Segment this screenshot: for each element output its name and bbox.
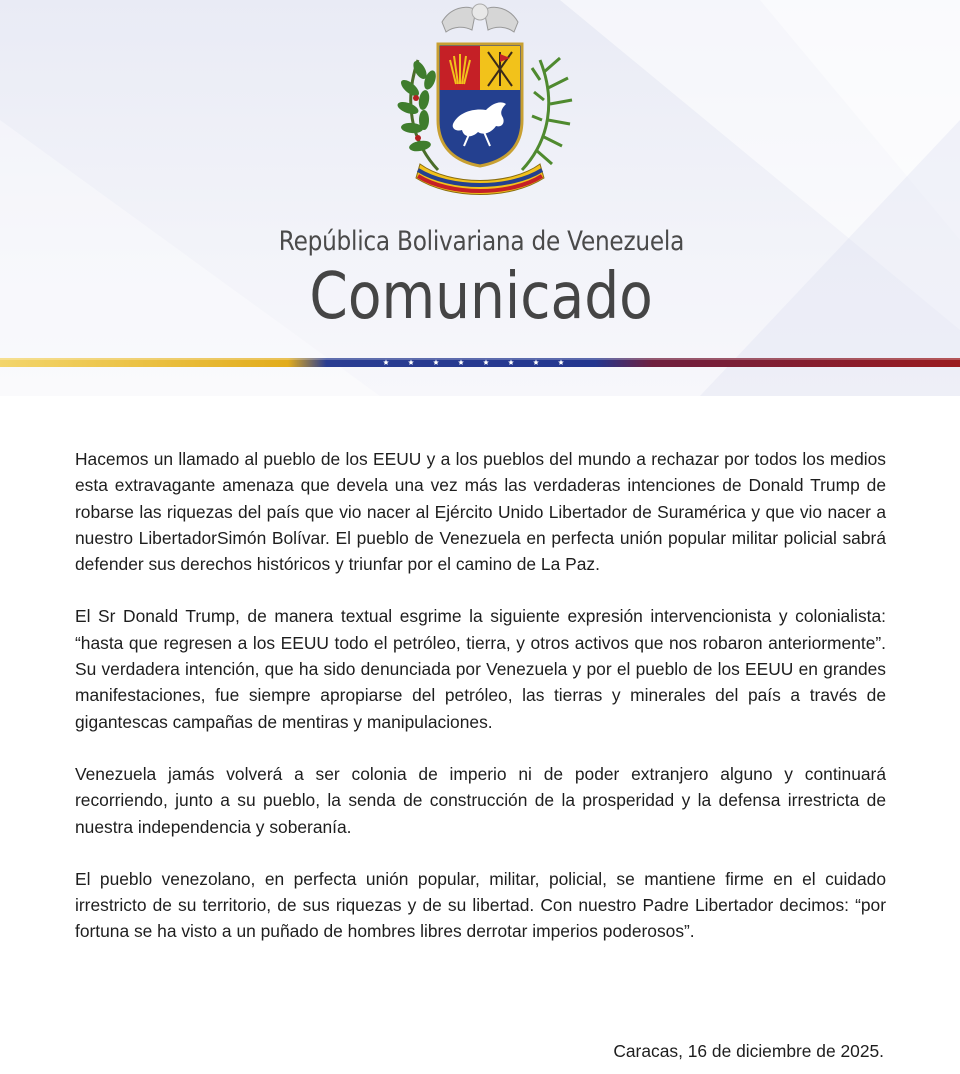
document-type-title: Comunicado xyxy=(309,260,653,334)
communique-body xyxy=(75,446,886,971)
header-banner xyxy=(0,0,960,396)
paragraph-4: El pueblo venezolano, en perfecta unión popular, militar, policial, se mantiene firme en el cuidado irrestricto de su territorio, de sus riquezas y de su libertad. Con nuestro Padre Libertador decimos: “por fortuna se ha visto a un puñado de hombres libres derrotar imperios poderosos”. xyxy=(75,868,886,942)
paragraph-2: El Sr Donald Trump, de manera textual esgrime la siguiente expresión intervencionista y colonialista: “hasta que regresen a los EEUU todo el petróleo, tierra, y otros activos que nos robaron anteriormente”. Su verdadera intención, que ha sido denunciada por Venezuela y por el pueblo de los EEUU en grandes manifestaciones, fue siempre apropiarse del petróleo, las tierras y minerales del país a través de gigantescas campañas de mentiras y manipulaciones. xyxy=(75,606,886,732)
paragraph-3: Venezuela jamás volverá a ser colonia de imperio ni de poder extranjero alguno y continuará recorriendo, junto a su pueblo, la senda de construcción de la prosperidad y la defensa irrestricta de nuestra independencia y soberanía. xyxy=(75,763,886,837)
place-and-date: Caracas, 16 de diciembre de 2025. xyxy=(613,1041,884,1061)
venezuela-coat-of-arms-icon xyxy=(380,0,580,220)
paragraph-1: Hacemos un llamado al pueblo de los EEUU y a los pueblos del mundo a rechazar por todos los medios esta extravagante amenaza que devela una vez más las verdaderas intenciones de Donald Trump de robarse las riquezas del país que vio nacer al Ejército Unido Libertador de Suramérica y que vio nacer a nuestro LibertadorSimón Bolívar. El pueblo de Venezuela en perfecta unión popular militar policial sabrá defender sus derechos históricos y triunfar por el camino de La Paz. xyxy=(75,449,886,575)
tricolor-star-band xyxy=(0,355,960,377)
republic-name: República Bolivariana de Venezuela xyxy=(278,226,685,257)
